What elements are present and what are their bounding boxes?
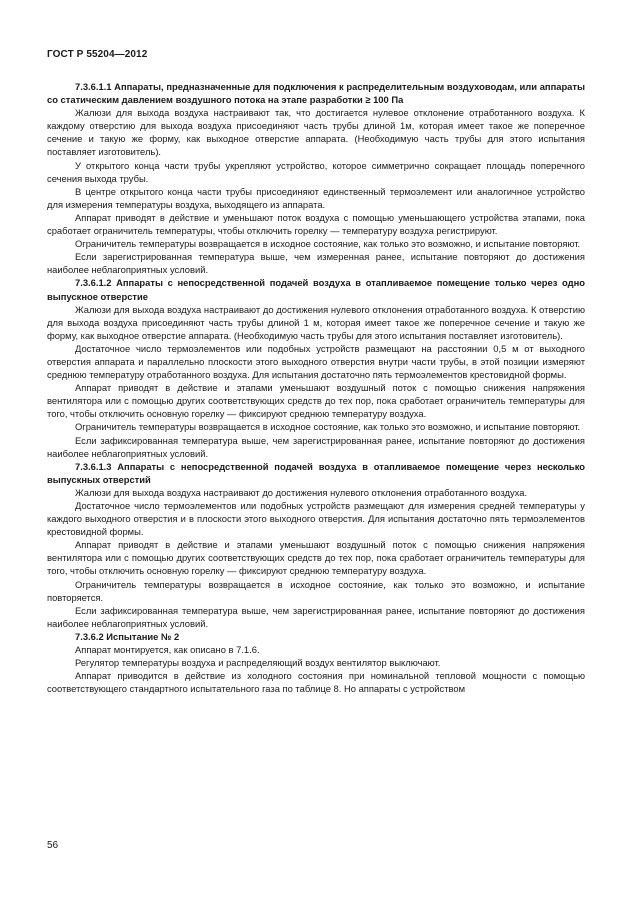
document-header: ГОСТ Р 55204—2012 — [47, 49, 148, 60]
paragraph: Ограничитель температуры возвращается в исходное состояние, как только это возможно, и испытание повторяют. — [75, 238, 581, 250]
paragraph: Аппарат приводят в действие и этапами уменьшают воздушный поток с помощью снижения напряжения вентилятора или с помощью других соответствующих средств до тех пор, пока сработает ограничитель температуры для того, чтобы отключить основную горелку — фиксируют среднюю температуру воздуха. — [47, 539, 585, 577]
paragraph: Жалюзи для выхода воздуха настраивают так, что достигается нулевое отклонение отработанного воздуха. К каждому отверстию для выхода воздуха присоединяют часть трубы длиной 1м, которая имеет такое же поперечное сечение и такую же форму, как выходное отверстие аппарата. (Необходимую часть трубы для этого испытания поставляет изготовитель). — [47, 107, 585, 158]
paragraph: Достаточное число термоэлементов или подобных устройств размещают для измерения средней температуры у каждого выходного отверстия и в плоскости этого выходного отверстия. Для испытания достаточно пять термоэлементов крестовидной формы. — [47, 500, 585, 538]
paragraph: У открытого конца части трубы укрепляют устройство, которое симметрично сокращает площадь поперечного сечения выхода трубы. — [47, 159, 585, 184]
paragraph: Если зарегистрированная температура выше, чем измеренная ранее, испытание повторяют до достижения наиболее неблагоприятных условий. — [47, 251, 585, 276]
paragraph: Жалюзи для выхода воздуха настраивают до достижения нулевого отклонения отработанного воздуха. — [75, 486, 528, 498]
paragraph: Если зафиксированная температура выше, чем зарегистрированная ранее, испытание повторяют до достижения наиболее неблагоприятных условий. — [47, 604, 585, 629]
paragraph: Аппарат приводится в действие из холодного состояния при номинальной тепловой мощности с помощью соответствующего стандартного испытательного газа по таблице 8. Но аппараты с устройством — [47, 670, 585, 695]
section-heading: 7.3.6.1.3 Аппараты с непосредственной подачей воздуха в отапливаемое помещение через несколько выпускных отверстий — [47, 460, 585, 485]
section-heading: 7.3.6.2 Испытание № 2 — [75, 630, 180, 642]
section-heading: 7.3.6.1.1 Аппараты, предназначенные для подключения к распределительным воздуховодам, или аппараты со статическим давлением воздушного потока на этапе разработки ≥ 100 Па — [47, 81, 585, 106]
paragraph: Аппарат приводят в действие и уменьшают поток воздуха с помощью уменьшающего устройства этапами, пока сработает ограничитель температуры, чтобы отключить горелку — температуру воздуха регистрируют. — [47, 211, 585, 237]
page-number: 56 — [47, 840, 59, 851]
paragraph: В центре открытого конца части трубы присоединяют единственный термоэлемент или аналогичное устройство для измерения температуры воздуха, выходящего из аппарата. — [47, 185, 585, 210]
paragraph: Достаточное число термоэлементов или подобных устройств размещают на расстоянии 0,5 м от выходного отверстия аппарата и параллельно плоскости этого выходного отверстия внутри части трубы, в этой позиции измеряют среднюю температуру отработанного воздуха. Для испытания достаточно пять термоэлементов крестовидной формы. — [47, 342, 585, 381]
paragraph: Ограничитель температуры возвращается в исходное состояние, как только это возможно, и испытание повторяют. — [75, 421, 581, 433]
paragraph: Аппарат монтируется, как описано в 7.1.6. — [75, 644, 260, 656]
paragraph: Аппарат приводят в действие и этапами уменьшают воздушный поток с помощью снижения напряжения вентилятора или с помощью других соответствующих средств до тех пор, пока сработает ограничитель температуры для того, чтобы отключить основную горелку — фиксируют среднюю температуру воздуха. — [47, 382, 585, 420]
document-body — [47, 80, 585, 695]
section-heading: 7.3.6.1.2 Аппараты с непосредственной подачей воздуха в отапливаемое помещение только через одно выпускное отверстие — [47, 277, 585, 302]
paragraph: Ограничитель температуры возвращается в исходное состояние, как только это возможно, и испытание повторяется. — [47, 578, 585, 603]
paragraph: Если зафиксированная температура выше, чем зарегистрированная ранее, испытание повторяют до достижения наиболее неблагоприятных условий. — [47, 434, 585, 459]
paragraph: Жалюзи для выхода воздуха настраивают до достижения нулевого отклонения отработанного воздуха. К отверстию для выхода воздуха присоединяют часть трубы длиной 1 м, которая имеет такое же поперечное сечение и такую же форму, как выходное отверстие аппарата. (Необходимую часть трубы для этого испытания поставляет изготовитель). — [47, 303, 585, 341]
paragraph: Регулятор температуры воздуха и распределяющий воздух вентилятор выключают. — [75, 657, 441, 669]
